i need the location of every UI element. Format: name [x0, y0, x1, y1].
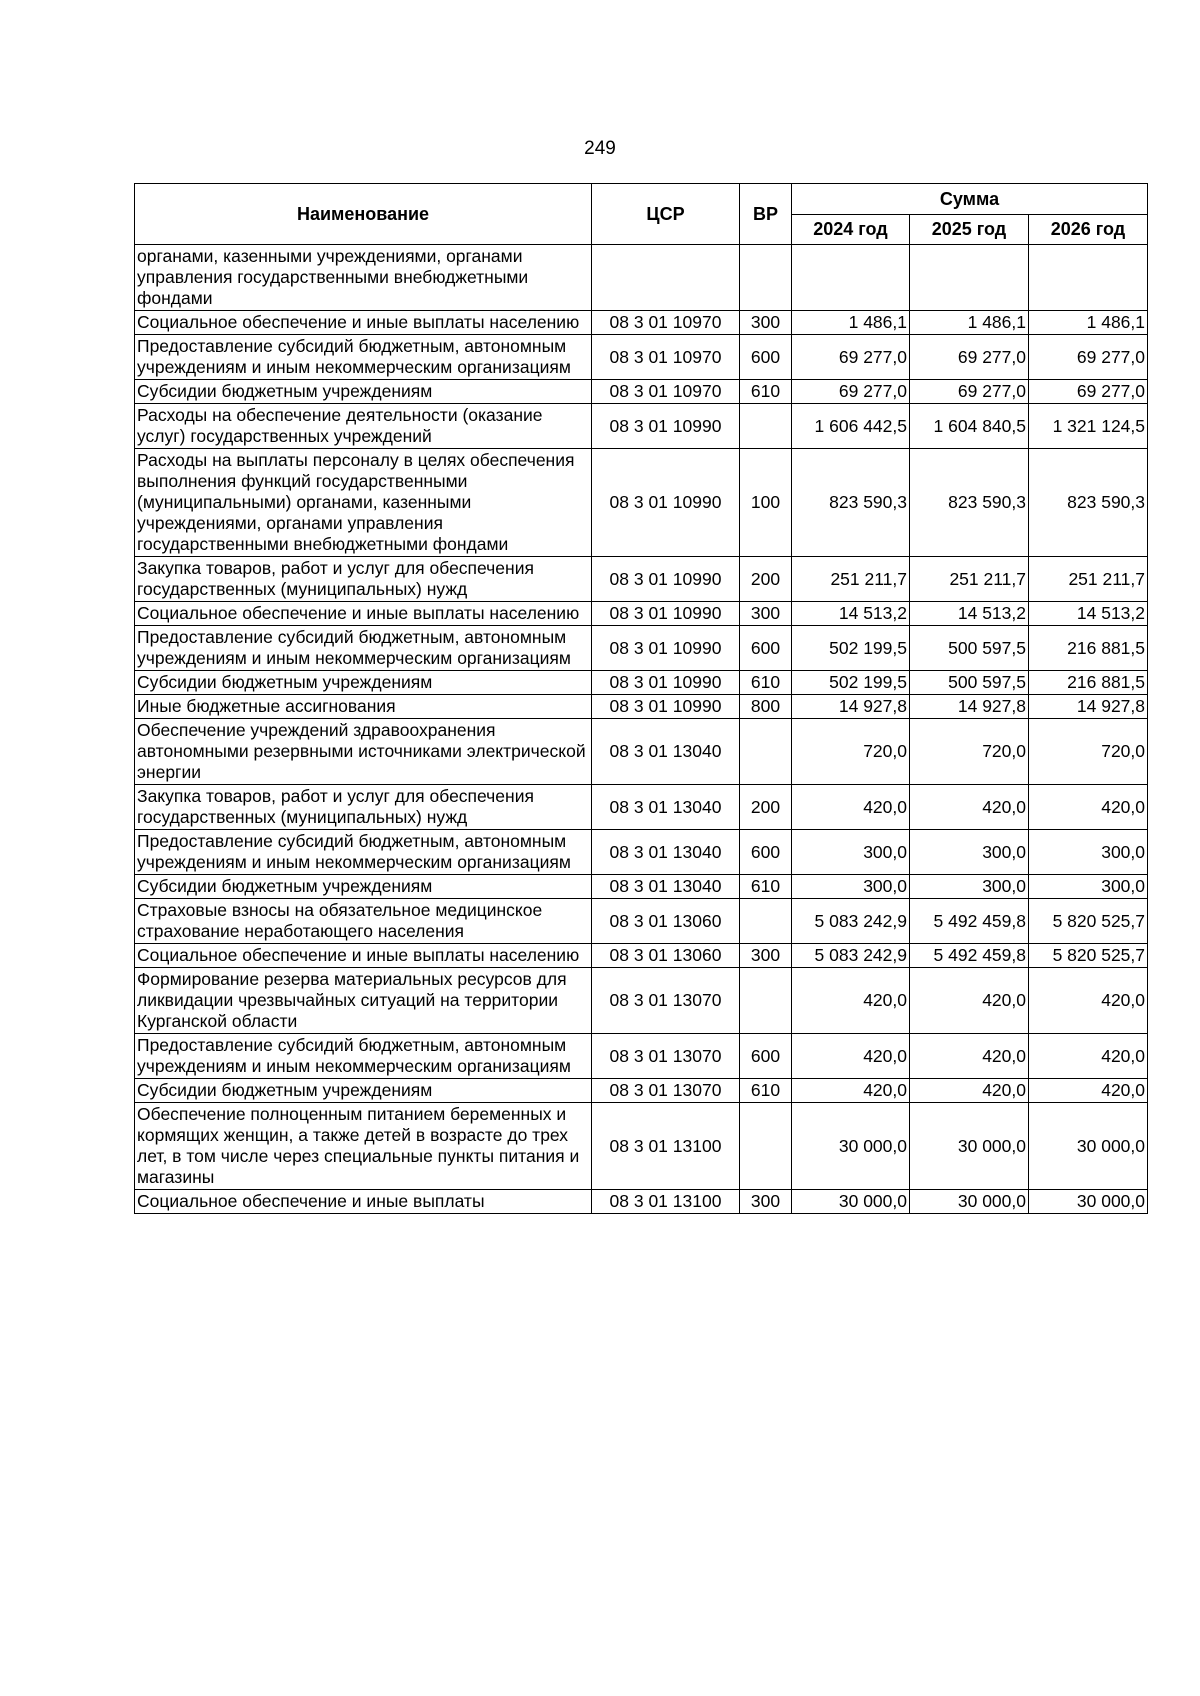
row-amount-2025: 720,0: [910, 719, 1029, 785]
table-row: [135, 830, 1148, 875]
row-amount-2026: 420,0: [1029, 785, 1148, 830]
row-csr: 08 3 01 13070: [592, 1079, 740, 1103]
row-csr: 08 3 01 13060: [592, 944, 740, 968]
row-vr: [740, 899, 792, 944]
row-amount-2024: 502 199,5: [792, 671, 910, 695]
row-vr: 300: [740, 1190, 792, 1214]
row-csr: 08 3 01 10970: [592, 335, 740, 380]
row-csr: 08 3 01 13100: [592, 1103, 740, 1190]
table-row: [135, 1190, 1148, 1214]
row-vr: 610: [740, 380, 792, 404]
row-amount-2026: 69 277,0: [1029, 335, 1148, 380]
table-row: [135, 449, 1148, 557]
row-amount-2026: 5 820 525,7: [1029, 944, 1148, 968]
row-vr: 300: [740, 311, 792, 335]
budget-table: [134, 183, 1148, 1214]
row-amount-2026: 30 000,0: [1029, 1103, 1148, 1190]
row-amount-2024: 5 083 242,9: [792, 944, 910, 968]
row-name: Предоставление субсидий бюджетным, автономным учреждениям и иным некоммерческим организациям: [135, 626, 592, 671]
row-amount-2024: 5 083 242,9: [792, 899, 910, 944]
row-name: Расходы на обеспечение деятельности (оказание услуг) государственных учреждений: [135, 404, 592, 449]
row-name: Предоставление субсидий бюджетным, автономным учреждениям и иным некоммерческим организациям: [135, 335, 592, 380]
row-amount-2026: 1 321 124,5: [1029, 404, 1148, 449]
row-vr: 610: [740, 875, 792, 899]
row-vr: [740, 719, 792, 785]
row-amount-2025: 823 590,3: [910, 449, 1029, 557]
page-number: 249: [584, 138, 616, 159]
row-amount-2024: 420,0: [792, 968, 910, 1034]
row-vr: 100: [740, 449, 792, 557]
row-amount-2026: 420,0: [1029, 968, 1148, 1034]
row-name: Формирование резерва материальных ресурсов для ликвидации чрезвычайных ситуаций на территории Курганской области: [135, 968, 592, 1034]
row-amount-2025: 1 604 840,5: [910, 404, 1029, 449]
table-row: [135, 1079, 1148, 1103]
row-vr: 200: [740, 785, 792, 830]
row-amount-2026: 251 211,7: [1029, 557, 1148, 602]
row-amount-2024: 300,0: [792, 830, 910, 875]
row-amount-2026: [1029, 245, 1148, 311]
row-amount-2025: 300,0: [910, 830, 1029, 875]
row-name: Обеспечение учреждений здравоохранения автономными резервными источниками электрической энергии: [135, 719, 592, 785]
row-amount-2026: 5 820 525,7: [1029, 899, 1148, 944]
row-csr: 08 3 01 13070: [592, 968, 740, 1034]
row-csr: 08 3 01 10990: [592, 671, 740, 695]
row-name: Социальное обеспечение и иные выплаты населению: [135, 944, 592, 968]
row-csr: 08 3 01 10990: [592, 602, 740, 626]
row-name: Социальное обеспечение и иные выплаты: [135, 1190, 592, 1214]
row-amount-2025: 500 597,5: [910, 671, 1029, 695]
row-vr: 800: [740, 695, 792, 719]
row-amount-2024: 30 000,0: [792, 1190, 910, 1214]
row-csr: 08 3 01 13040: [592, 719, 740, 785]
row-vr: [740, 404, 792, 449]
table-row: [135, 1103, 1148, 1190]
row-vr: 610: [740, 1079, 792, 1103]
row-amount-2026: 1 486,1: [1029, 311, 1148, 335]
row-amount-2026: 420,0: [1029, 1079, 1148, 1103]
row-csr: 08 3 01 10990: [592, 695, 740, 719]
row-name: Социальное обеспечение и иные выплаты населению: [135, 311, 592, 335]
table-row: [135, 719, 1148, 785]
table-row: [135, 1034, 1148, 1079]
row-amount-2025: 30 000,0: [910, 1190, 1029, 1214]
row-amount-2025: 69 277,0: [910, 335, 1029, 380]
table-row: [135, 785, 1148, 830]
row-csr: 08 3 01 13100: [592, 1190, 740, 1214]
row-amount-2025: 420,0: [910, 968, 1029, 1034]
row-amount-2025: 14 513,2: [910, 602, 1029, 626]
row-amount-2024: 420,0: [792, 1034, 910, 1079]
row-amount-2026: 300,0: [1029, 875, 1148, 899]
row-csr: 08 3 01 13040: [592, 830, 740, 875]
row-amount-2024: 69 277,0: [792, 335, 910, 380]
row-csr: 08 3 01 13040: [592, 875, 740, 899]
table-row: [135, 968, 1148, 1034]
header-vr: ВР: [740, 184, 792, 245]
row-amount-2024: 1 606 442,5: [792, 404, 910, 449]
table-row: [135, 626, 1148, 671]
row-vr: 600: [740, 830, 792, 875]
row-csr: 08 3 01 10970: [592, 380, 740, 404]
row-name: Субсидии бюджетным учреждениям: [135, 1079, 592, 1103]
row-amount-2024: 823 590,3: [792, 449, 910, 557]
row-amount-2025: 420,0: [910, 1079, 1029, 1103]
row-vr: 600: [740, 335, 792, 380]
row-name: Страховые взносы на обязательное медицинское страхование неработающего населения: [135, 899, 592, 944]
row-vr: [740, 1103, 792, 1190]
row-vr: 610: [740, 671, 792, 695]
table-row: [135, 899, 1148, 944]
row-amount-2026: 30 000,0: [1029, 1190, 1148, 1214]
header-csr: ЦСР: [592, 184, 740, 245]
row-name: Субсидии бюджетным учреждениям: [135, 671, 592, 695]
row-vr: 600: [740, 1034, 792, 1079]
row-amount-2025: 5 492 459,8: [910, 944, 1029, 968]
row-amount-2024: 502 199,5: [792, 626, 910, 671]
row-amount-2026: 300,0: [1029, 830, 1148, 875]
row-csr: 08 3 01 10990: [592, 557, 740, 602]
table-row: [135, 311, 1148, 335]
row-amount-2024: 420,0: [792, 785, 910, 830]
row-amount-2024: [792, 245, 910, 311]
row-name: Закупка товаров, работ и услуг для обеспечения государственных (муниципальных) нужд: [135, 557, 592, 602]
row-amount-2025: 420,0: [910, 1034, 1029, 1079]
row-amount-2025: 420,0: [910, 785, 1029, 830]
row-amount-2024: 251 211,7: [792, 557, 910, 602]
row-name: Расходы на выплаты персоналу в целях обеспечения выполнения функций государственными (муниципальными) органами, казенными учреждениями, органами управления государственными внебюджетными фондами: [135, 449, 592, 557]
table-row: [135, 602, 1148, 626]
row-vr: [740, 245, 792, 311]
table-row: [135, 335, 1148, 380]
row-csr: 08 3 01 10990: [592, 404, 740, 449]
row-name: Социальное обеспечение и иные выплаты населению: [135, 602, 592, 626]
row-amount-2026: 216 881,5: [1029, 626, 1148, 671]
table-row: [135, 671, 1148, 695]
table-row: [135, 695, 1148, 719]
header-year-2026: 2026 год: [1029, 215, 1148, 245]
row-amount-2025: 251 211,7: [910, 557, 1029, 602]
row-name: Предоставление субсидий бюджетным, автономным учреждениям и иным некоммерческим организациям: [135, 830, 592, 875]
row-amount-2026: 14 513,2: [1029, 602, 1148, 626]
row-amount-2025: 5 492 459,8: [910, 899, 1029, 944]
row-amount-2025: 69 277,0: [910, 380, 1029, 404]
row-amount-2024: 14 513,2: [792, 602, 910, 626]
row-name: Субсидии бюджетным учреждениям: [135, 380, 592, 404]
row-csr: 08 3 01 13070: [592, 1034, 740, 1079]
row-csr: 08 3 01 13040: [592, 785, 740, 830]
row-name: Иные бюджетные ассигнования: [135, 695, 592, 719]
table-row: [135, 557, 1148, 602]
header-sum: Сумма: [792, 184, 1148, 215]
row-amount-2025: 300,0: [910, 875, 1029, 899]
table-body: [135, 245, 1148, 1214]
row-vr: 600: [740, 626, 792, 671]
row-amount-2026: 216 881,5: [1029, 671, 1148, 695]
row-vr: [740, 968, 792, 1034]
table-row: [135, 404, 1148, 449]
row-amount-2024: 420,0: [792, 1079, 910, 1103]
row-amount-2026: 14 927,8: [1029, 695, 1148, 719]
row-amount-2026: 823 590,3: [1029, 449, 1148, 557]
row-amount-2025: 14 927,8: [910, 695, 1029, 719]
row-amount-2024: 69 277,0: [792, 380, 910, 404]
row-name: Обеспечение полноценным питанием беременных и кормящих женщин, а также детей в возрасте до трех лет, в том числе через специальные пункты питания и магазины: [135, 1103, 592, 1190]
row-amount-2025: [910, 245, 1029, 311]
row-amount-2026: 69 277,0: [1029, 380, 1148, 404]
row-amount-2024: 1 486,1: [792, 311, 910, 335]
header-name: Наименование: [135, 184, 592, 245]
row-vr: 300: [740, 602, 792, 626]
row-amount-2025: 500 597,5: [910, 626, 1029, 671]
row-amount-2024: 14 927,8: [792, 695, 910, 719]
table-row: [135, 944, 1148, 968]
row-amount-2024: 30 000,0: [792, 1103, 910, 1190]
row-vr: 300: [740, 944, 792, 968]
row-vr: 200: [740, 557, 792, 602]
row-name: Закупка товаров, работ и услуг для обеспечения государственных (муниципальных) нужд: [135, 785, 592, 830]
row-csr: 08 3 01 10990: [592, 449, 740, 557]
row-csr: [592, 245, 740, 311]
table-header: [135, 184, 1148, 245]
table-row: [135, 875, 1148, 899]
table-row: [135, 380, 1148, 404]
header-year-2024: 2024 год: [792, 215, 910, 245]
row-amount-2026: 420,0: [1029, 1034, 1148, 1079]
row-amount-2024: 720,0: [792, 719, 910, 785]
row-amount-2025: 1 486,1: [910, 311, 1029, 335]
row-name: Субсидии бюджетным учреждениям: [135, 875, 592, 899]
header-year-2025: 2025 год: [910, 215, 1029, 245]
row-amount-2025: 30 000,0: [910, 1103, 1029, 1190]
row-name: органами, казенными учреждениями, органами управления государственными внебюджетными фондами: [135, 245, 592, 311]
row-csr: 08 3 01 10970: [592, 311, 740, 335]
row-csr: 08 3 01 10990: [592, 626, 740, 671]
row-amount-2024: 300,0: [792, 875, 910, 899]
row-name: Предоставление субсидий бюджетным, автономным учреждениям и иным некоммерческим организациям: [135, 1034, 592, 1079]
row-amount-2026: 720,0: [1029, 719, 1148, 785]
row-csr: 08 3 01 13060: [592, 899, 740, 944]
table-row: [135, 245, 1148, 311]
